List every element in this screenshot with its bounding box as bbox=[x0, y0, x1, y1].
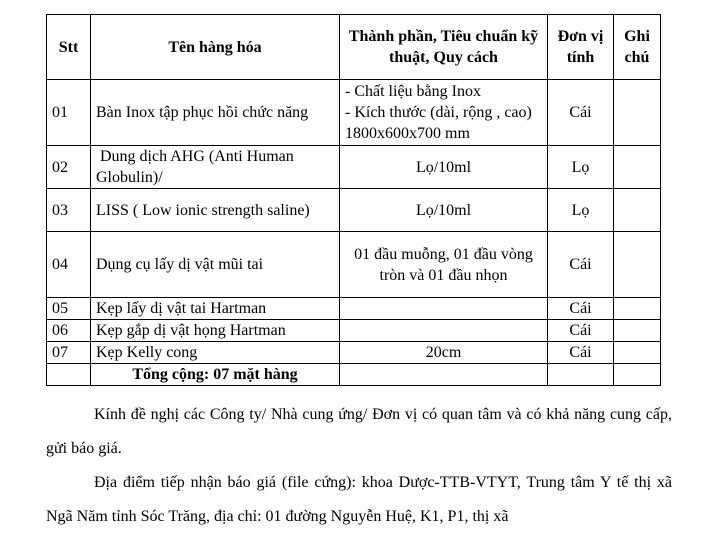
note-cell bbox=[614, 80, 661, 146]
unit-cell: Cái bbox=[548, 298, 614, 320]
table-header-row bbox=[47, 15, 661, 80]
unit-cell: Lọ bbox=[548, 189, 614, 232]
stt-cell: 06 bbox=[47, 320, 91, 342]
header-stt: Stt bbox=[47, 15, 91, 80]
spec-cell: Lọ/10ml bbox=[340, 146, 548, 189]
spec-cell: Lọ/10ml bbox=[340, 189, 548, 232]
name-cell: Dung dịch AHG (Anti Human Globulin)/ bbox=[91, 146, 340, 189]
spec-cell bbox=[340, 320, 548, 342]
spec-line: - Chất liệu bằng Inox bbox=[345, 83, 481, 100]
table-row bbox=[47, 80, 661, 146]
empty-cell bbox=[614, 364, 661, 386]
spec-cell bbox=[340, 298, 548, 320]
spec-cell: 20cm bbox=[340, 342, 548, 364]
note-cell bbox=[614, 232, 661, 298]
header-unit: Đơn vị tính bbox=[548, 15, 614, 80]
header-name: Tên hàng hóa bbox=[91, 15, 340, 80]
spec-cell: 01 đầu muỗng, 01 đầu vòng tròn và 01 đầu nhọn bbox=[340, 232, 548, 298]
spec-cell bbox=[340, 80, 548, 146]
stt-cell: 03 bbox=[47, 189, 91, 232]
total-label: Tổng cộng: 07 mặt hàng bbox=[91, 364, 340, 386]
unit-cell: Cái bbox=[548, 232, 614, 298]
paragraph-location: Địa điểm tiếp nhận báo giá (file cứng): khoa Dược-TTB-VTYT, Trung tâm Y tế thị xã Ngã Năm tỉnh Sóc Trăng, địa chỉ: 01 đường Nguyễn Huệ, K1, P1, thị xã bbox=[46, 474, 672, 525]
name-cell: Kẹp gắp dị vật họng Hartman bbox=[91, 320, 340, 342]
stt-cell: 07 bbox=[47, 342, 91, 364]
spec-line: - Kích thước (dài, rộng , cao) 1800x600x700 mm bbox=[345, 104, 532, 142]
note-cell bbox=[614, 320, 661, 342]
table-row bbox=[47, 298, 661, 320]
name-cell: Kẹp Kelly cong bbox=[91, 342, 340, 364]
unit-cell: Lọ bbox=[548, 146, 614, 189]
table-row bbox=[47, 146, 661, 189]
empty-cell bbox=[47, 364, 91, 386]
document-body bbox=[46, 398, 672, 534]
goods-table bbox=[46, 14, 661, 386]
stt-cell: 02 bbox=[47, 146, 91, 189]
note-cell bbox=[614, 342, 661, 364]
table-row bbox=[47, 232, 661, 298]
name-cell: Dụng cụ lấy dị vật mũi tai bbox=[91, 232, 340, 298]
note-cell bbox=[614, 189, 661, 232]
stt-cell: 01 bbox=[47, 80, 91, 146]
table-row bbox=[47, 189, 661, 232]
name-cell: Bàn Inox tập phục hồi chức năng bbox=[91, 80, 340, 146]
unit-cell: Cái bbox=[548, 342, 614, 364]
table-row bbox=[47, 342, 661, 364]
note-cell bbox=[614, 146, 661, 189]
empty-cell bbox=[548, 364, 614, 386]
unit-cell: Cái bbox=[548, 320, 614, 342]
table-row bbox=[47, 320, 661, 342]
stt-cell: 05 bbox=[47, 298, 91, 320]
name-cell: LISS ( Low ionic strength saline) bbox=[91, 189, 340, 232]
paragraph-request: Kính đề nghị các Công ty/ Nhà cung ứng/ Đơn vị có quan tâm và có khả năng cung cấp, gửi báo giá. bbox=[46, 406, 672, 457]
header-spec: Thành phần, Tiêu chuẩn kỹ thuật, Quy cách bbox=[340, 15, 548, 80]
empty-cell bbox=[340, 364, 548, 386]
table-total-row bbox=[47, 364, 661, 386]
note-cell bbox=[614, 298, 661, 320]
stt-cell: 04 bbox=[47, 232, 91, 298]
header-note: Ghi chú bbox=[614, 15, 661, 80]
unit-cell: Cái bbox=[548, 80, 614, 146]
name-cell: Kẹp lấy dị vật tai Hartman bbox=[91, 298, 340, 320]
